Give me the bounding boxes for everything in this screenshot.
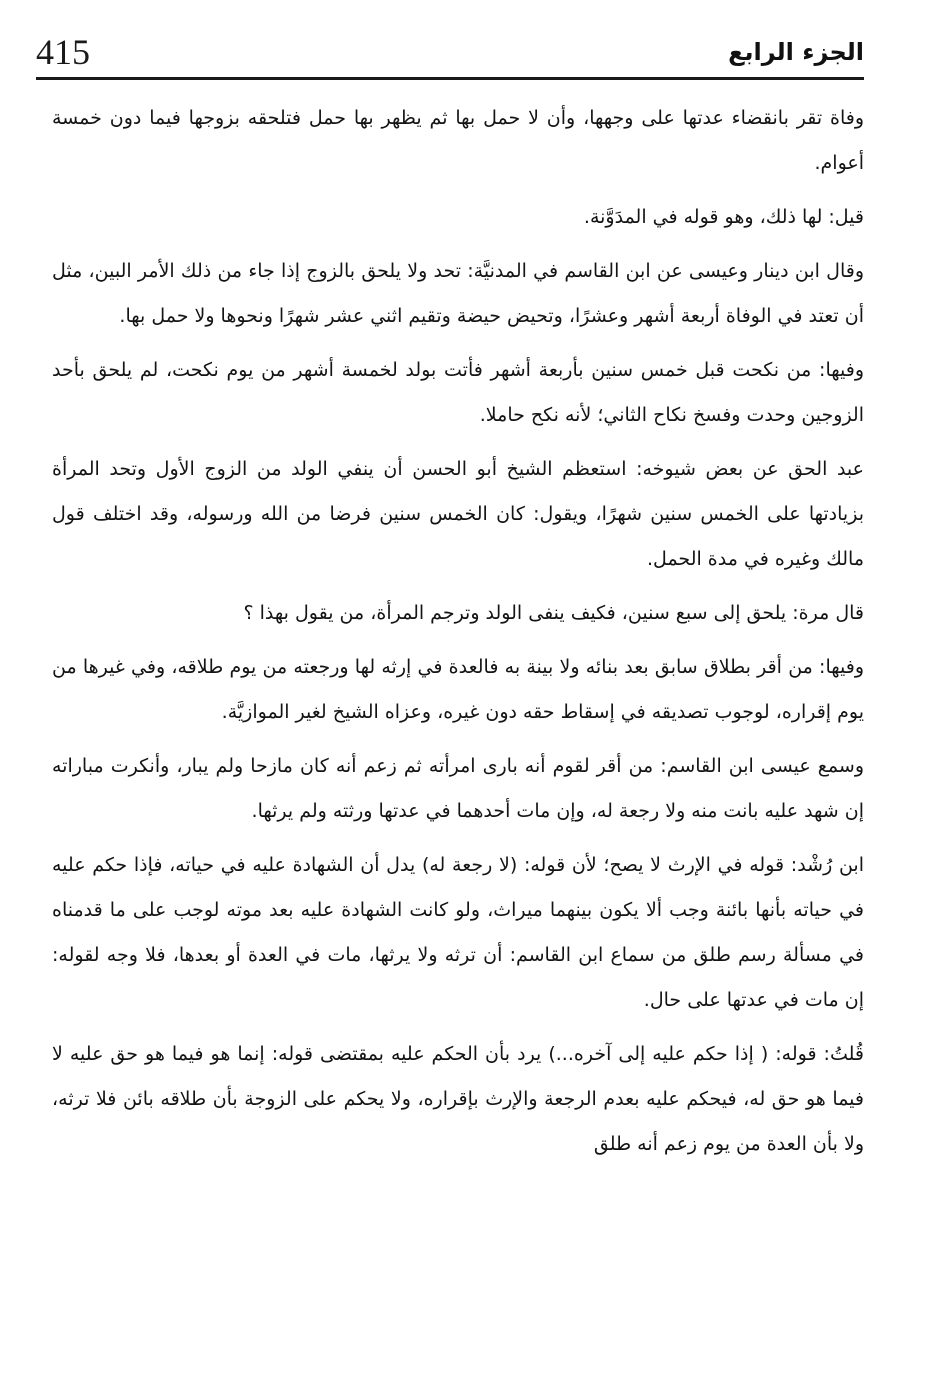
running-title: الجزء الرابع (728, 38, 864, 66)
paragraph: قُلتُ: قوله: ( إذا حكم عليه إلى آخره...) يرد بأن الحكم عليه بمقتضى قوله: إنما هو فيما هو حق عليه لا فيما هو حق له، فيحكم عليه بعدم الرجعة والإرث بإقراره، ولا يحكم على الزوجة بأن طلاقه بائن فلا ترثه، ولا بأن العدة من يوم زعم أنه طلق (52, 1043, 864, 1155)
paragraph: عبد الحق عن بعض شيوخه: استعظم الشيخ أبو الحسن أن ينفي الولد من الزوج الأول وتحد المرأة بزيادتها على الخمس سنين شهرًا، ويقول: كان الخمس سنين فرضا من الله ورسوله، وقد اختلف قول مالك وغيره في مدة الحمل. (52, 458, 864, 570)
paragraph: وفيها: من نكحت قبل خمس سنين بأربعة أشهر فأتت بولد لخمسة أشهر من يوم نكحت، لم يلحق بأحد الزوجين وحدت وفسخ نكاح الثاني؛ لأنه نكح حاملا. (52, 359, 864, 426)
header-divider (36, 77, 864, 80)
paragraph: قيل: لها ذلك، وهو قوله في المدَوَّنة. (583, 206, 864, 228)
paragraph: وقال ابن دينار وعيسى عن ابن القاسم في المدنيَّة: تحد ولا يلحق بالزوج إذا جاء من ذلك الأمر البين، مثل أن تعتد في الوفاة أربعة أشهر وعشرًا، وتحيض حيضة وتقيم اثني عشر شهرًا ونحوها ولا حمل بها. (52, 260, 864, 327)
paragraph: قال مرة: يلحق إلى سبع سنين، فكيف ينفى الولد وترجم المرأة، من يقول بهذا ؟ (243, 602, 864, 624)
page-header (36, 28, 864, 72)
paragraph: وسمع عيسى ابن القاسم: من أقر لقوم أنه بارى امرأته ثم زعم أنه كان مازحا ولم يبار، وأنكرت مباراته إن شهد عليه بانت منه ولا رجعة له، وإن مات أحدهما في عدتها ورثته ولم يرثها. (52, 755, 864, 822)
paragraph: ابن رُشْد: قوله في الإرث لا يصح؛ لأن قوله: (لا رجعة له) يدل أن الشهادة عليه في حياته، فإذا حكم عليه في حياته بأنها بائنة وجب ألا يكون بينهما ميراث، ولو كانت الشهادة عليه بعد موته لوجب على ما قدمناه في مسألة رسم طلق من سماع ابن القاسم: أن ترثه ولا يرثها، مات في العدة أو بعدها، فلا وجه لقوله: إن مات في عدتها على حال. (52, 854, 864, 1011)
paragraph: وفاة تقر بانقضاء عدتها على وجهها، وأن لا حمل بها ثم يظهر بها حمل فتلحقه بزوجها فيما دون خمسة أعوام. (52, 107, 864, 174)
page-number: 415 (36, 32, 90, 72)
paragraph: وفيها: من أقر بطلاق سابق بعد بنائه ولا بينة به فالعدة في إرثه لها ورجعته من يوم طلاقه، وفي غيرها من يوم إقراره، لوجوب تصديقه في إسقاط حقه دون غيره، وعزاه الشيخ لغير الموازيَّة. (52, 656, 864, 723)
body-text (52, 96, 864, 1167)
